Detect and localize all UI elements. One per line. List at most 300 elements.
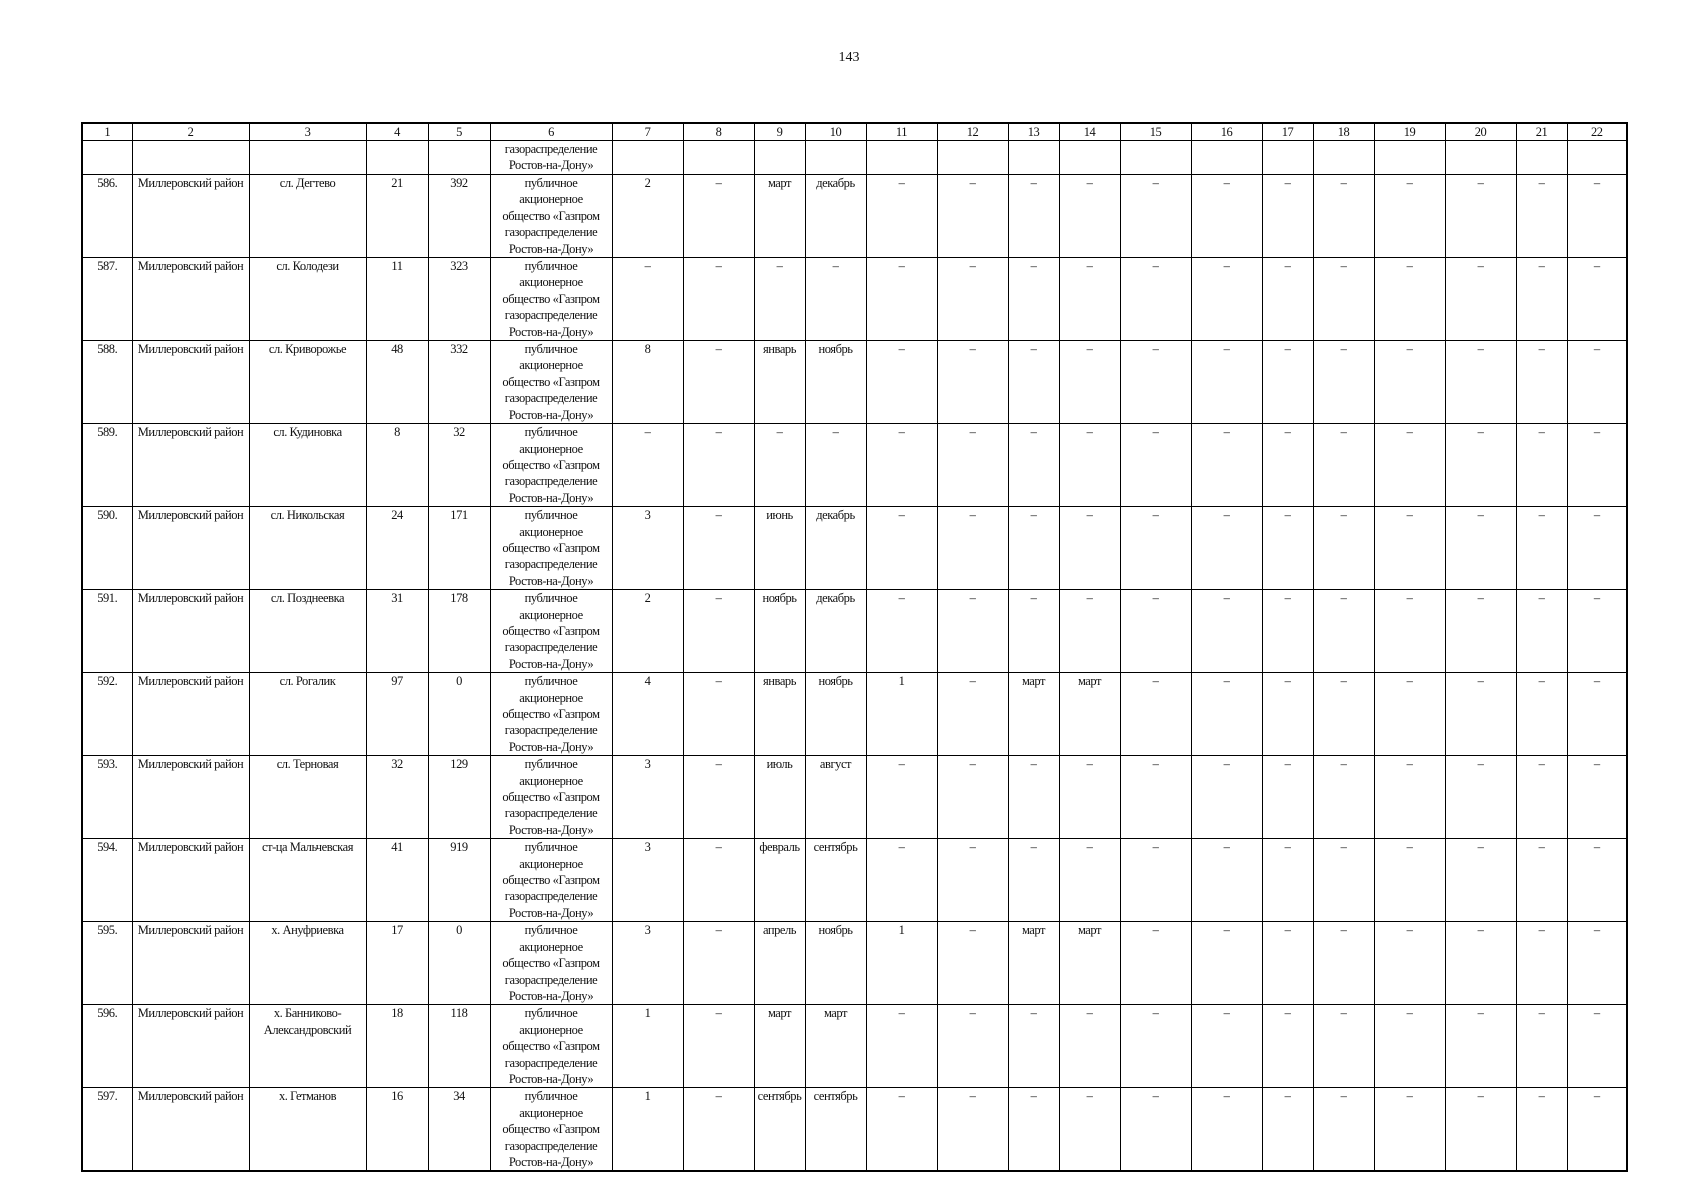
- cell-col-15: –: [1120, 1005, 1191, 1088]
- district-cell: Миллеровский район: [132, 341, 249, 424]
- cell-col-10: [805, 141, 866, 175]
- cell-col-21: –: [1516, 341, 1567, 424]
- org-line: акционерное: [519, 275, 583, 290]
- org-cell: [490, 175, 612, 258]
- cell-col-12: –: [937, 341, 1008, 424]
- cell-col-7: –: [612, 424, 683, 507]
- cell-col-21: –: [1516, 424, 1567, 507]
- cell-col-20: –: [1445, 507, 1516, 590]
- cell-col-17: –: [1262, 341, 1313, 424]
- cell-col-9: апрель: [754, 922, 805, 1005]
- district-cell: Миллеровский район: [132, 673, 249, 756]
- cell-col-8: –: [683, 839, 754, 922]
- cell-col-5: 332: [428, 341, 490, 424]
- district-cell: Миллеровский район: [132, 1088, 249, 1172]
- org-line: акционерное: [519, 939, 583, 954]
- row-number: 594.: [82, 839, 132, 922]
- cell-col-11: –: [866, 341, 937, 424]
- table-row: [82, 341, 1627, 424]
- cell-col-20: –: [1445, 258, 1516, 341]
- cell-col-12: –: [937, 258, 1008, 341]
- cell-col-9: –: [754, 258, 805, 341]
- cell-col-16: –: [1191, 424, 1262, 507]
- cell-col-15: –: [1120, 839, 1191, 922]
- table-row: [82, 175, 1627, 258]
- cell-col-13: –: [1008, 756, 1059, 839]
- settlement-cell: сл. Колодези: [249, 258, 366, 341]
- column-number-header: 6: [490, 123, 612, 141]
- cell-col-10: сентябрь: [805, 839, 866, 922]
- org-cell: [490, 756, 612, 839]
- org-line: общество «Газпром: [502, 1039, 600, 1054]
- cell-col-4: 31: [366, 590, 428, 673]
- cell-col-15: –: [1120, 175, 1191, 258]
- column-number-header: 7: [612, 123, 683, 141]
- cell-col-8: –: [683, 341, 754, 424]
- cell-col-12: –: [937, 590, 1008, 673]
- column-number-header: 18: [1313, 123, 1374, 141]
- cell-col-7: –: [612, 258, 683, 341]
- cell-col-22: –: [1567, 175, 1627, 258]
- column-number-row: [82, 123, 1627, 141]
- column-number-header: 19: [1374, 123, 1445, 141]
- table-row: [82, 1088, 1627, 1172]
- cell-col-11: –: [866, 590, 937, 673]
- org-line: общество «Газпром: [502, 374, 600, 389]
- cell-col-16: –: [1191, 1088, 1262, 1172]
- cell-col-9: январь: [754, 673, 805, 756]
- row-number: 590.: [82, 507, 132, 590]
- data-table: [81, 122, 1628, 1172]
- org-cell: [490, 590, 612, 673]
- cell-col-8: –: [683, 922, 754, 1005]
- cell-col-16: –: [1191, 922, 1262, 1005]
- cell-col-19: –: [1374, 175, 1445, 258]
- cell-col-19: –: [1374, 756, 1445, 839]
- org-line: акционерное: [519, 441, 583, 456]
- cell-col-9: июнь: [754, 507, 805, 590]
- cell-col-14: –: [1059, 756, 1120, 839]
- table-row: [82, 756, 1627, 839]
- cell-col-18: –: [1313, 590, 1374, 673]
- row-number: 591.: [82, 590, 132, 673]
- cell-col-21: –: [1516, 839, 1567, 922]
- cell-col-12: –: [937, 922, 1008, 1005]
- cell-col-1: [82, 141, 132, 175]
- cell-col-9: март: [754, 175, 805, 258]
- table-row: [82, 507, 1627, 590]
- org-line: газораспределение: [504, 557, 598, 572]
- cell-col-15: –: [1120, 590, 1191, 673]
- district-cell: Миллеровский район: [132, 590, 249, 673]
- district-cell: Миллеровский район: [132, 922, 249, 1005]
- cell-col-11: –: [866, 756, 937, 839]
- cell-col-13: март: [1008, 922, 1059, 1005]
- row-number: 587.: [82, 258, 132, 341]
- org-line: общество «Газпром: [502, 291, 600, 306]
- org-line: газораспределение: [504, 308, 598, 323]
- org-line: газораспределение: [504, 972, 598, 987]
- column-number-header: 5: [428, 123, 490, 141]
- row-number: 593.: [82, 756, 132, 839]
- cell-col-4: [366, 141, 428, 175]
- cell-col-22: –: [1567, 590, 1627, 673]
- org-line: газораспределение: [504, 474, 598, 489]
- cell-col-20: –: [1445, 756, 1516, 839]
- org-line: публичное: [524, 923, 578, 938]
- cell-col-4: 11: [366, 258, 428, 341]
- cell-col-21: –: [1516, 1005, 1567, 1088]
- cell-col-9: сентябрь: [754, 1088, 805, 1172]
- cell-col-12: –: [937, 1088, 1008, 1172]
- cell-col-5: 919: [428, 839, 490, 922]
- cell-col-22: –: [1567, 922, 1627, 1005]
- cell-col-20: –: [1445, 341, 1516, 424]
- cell-col-22: –: [1567, 424, 1627, 507]
- cell-col-4: 16: [366, 1088, 428, 1172]
- org-line: публичное: [524, 508, 578, 523]
- page-number: 143: [838, 50, 860, 65]
- cell-col-15: –: [1120, 507, 1191, 590]
- org-line: акционерное: [519, 192, 583, 207]
- org-cell: [490, 341, 612, 424]
- cell-col-13: –: [1008, 1088, 1059, 1172]
- cell-col-18: –: [1313, 756, 1374, 839]
- table-row: [82, 424, 1627, 507]
- cell-col-22: –: [1567, 258, 1627, 341]
- cell-col-16: –: [1191, 673, 1262, 756]
- cell-col-4: 8: [366, 424, 428, 507]
- cell-col-17: –: [1262, 839, 1313, 922]
- org-line: газораспределение: [504, 889, 598, 904]
- org-line: публичное: [524, 176, 578, 190]
- cell-col-11: [866, 141, 937, 175]
- row-number: 596.: [82, 1005, 132, 1088]
- cell-col-21: –: [1516, 1088, 1567, 1172]
- cell-col-7: [612, 141, 683, 175]
- cell-col-19: –: [1374, 258, 1445, 341]
- org-cell: [490, 1088, 612, 1172]
- cell-col-19: –: [1374, 1088, 1445, 1172]
- cell-col-5: 0: [428, 673, 490, 756]
- cell-col-5: 118: [428, 1005, 490, 1088]
- cell-col-13: –: [1008, 590, 1059, 673]
- cell-col-22: [1567, 141, 1627, 175]
- cell-col-12: –: [937, 756, 1008, 839]
- cell-col-17: –: [1262, 258, 1313, 341]
- org-line: Ростов-на-Дону»: [508, 573, 594, 588]
- org-line: Ростов-на-Дону»: [508, 324, 594, 339]
- cell-col-19: [1374, 141, 1445, 175]
- cell-col-21: –: [1516, 175, 1567, 258]
- cell-col-13: –: [1008, 341, 1059, 424]
- cell-col-10: –: [805, 258, 866, 341]
- cell-col-20: –: [1445, 673, 1516, 756]
- table-row: [82, 258, 1627, 341]
- cell-col-4: 21: [366, 175, 428, 258]
- cell-col-7: 3: [612, 922, 683, 1005]
- cell-col-5: 0: [428, 922, 490, 1005]
- cell-col-14: –: [1059, 341, 1120, 424]
- org-line: газораспределение: [504, 142, 598, 156]
- district-cell: Миллеровский район: [132, 507, 249, 590]
- cell-col-22: –: [1567, 507, 1627, 590]
- cell-col-8: [683, 141, 754, 175]
- org-line: общество «Газпром: [502, 707, 600, 721]
- org-line: Ростов-на-Дону»: [508, 656, 594, 671]
- cell-col-5: 32: [428, 424, 490, 507]
- cell-col-15: –: [1120, 922, 1191, 1005]
- org-line: публичное: [524, 757, 578, 772]
- continuation-row: [82, 141, 1627, 175]
- cell-col-17: –: [1262, 507, 1313, 590]
- cell-col-7: 8: [612, 341, 683, 424]
- district-cell: Миллеровский район: [132, 839, 249, 922]
- cell-col-17: –: [1262, 922, 1313, 1005]
- cell-col-7: 1: [612, 1005, 683, 1088]
- cell-col-12: –: [937, 839, 1008, 922]
- cell-col-19: –: [1374, 424, 1445, 507]
- column-number-header: 9: [754, 123, 805, 141]
- cell-col-21: –: [1516, 258, 1567, 341]
- cell-col-11: –: [866, 258, 937, 341]
- cell-col-11: –: [866, 507, 937, 590]
- cell-col-19: –: [1374, 839, 1445, 922]
- cell-col-17: [1262, 141, 1313, 175]
- cell-col-11: –: [866, 839, 937, 922]
- cell-col-4: 18: [366, 1005, 428, 1088]
- table-row: [82, 922, 1627, 1005]
- cell-col-21: –: [1516, 673, 1567, 756]
- cell-col-16: –: [1191, 756, 1262, 839]
- cell-col-14: –: [1059, 1088, 1120, 1172]
- cell-col-14: –: [1059, 258, 1120, 341]
- cell-col-9: март: [754, 1005, 805, 1088]
- org-line: газораспределение: [504, 640, 598, 655]
- cell-col-22: –: [1567, 839, 1627, 922]
- cell-col-10: декабрь: [805, 175, 866, 258]
- cell-col-18: –: [1313, 424, 1374, 507]
- column-number-header: 15: [1120, 123, 1191, 141]
- cell-col-14: –: [1059, 507, 1120, 590]
- cell-col-11: 1: [866, 673, 937, 756]
- cell-col-14: март: [1059, 673, 1120, 756]
- cell-col-13: –: [1008, 175, 1059, 258]
- cell-col-4: 24: [366, 507, 428, 590]
- cell-col-17: –: [1262, 756, 1313, 839]
- org-line: Ростов-на-Дону»: [508, 905, 594, 920]
- cell-col-14: март: [1059, 922, 1120, 1005]
- cell-col-5: 392: [428, 175, 490, 258]
- cell-col-22: –: [1567, 673, 1627, 756]
- settlement-cell: сл. Дегтево: [249, 175, 366, 258]
- org-line: акционерное: [519, 524, 583, 539]
- org-line: акционерное: [519, 1022, 583, 1037]
- org-line: Ростов-на-Дону»: [508, 490, 594, 505]
- org-line: газораспределение: [504, 723, 598, 738]
- org-line: публичное: [524, 1006, 578, 1021]
- org-line: Ростов-на-Дону»: [508, 988, 594, 1003]
- cell-col-8: –: [683, 424, 754, 507]
- org-line: Ростов-на-Дону»: [508, 1154, 594, 1169]
- cell-col-9: –: [754, 424, 805, 507]
- cell-col-15: –: [1120, 424, 1191, 507]
- district-cell: Миллеровский район: [132, 1005, 249, 1088]
- column-number-header: 8: [683, 123, 754, 141]
- org-line: общество «Газпром: [502, 457, 600, 472]
- cell-col-15: –: [1120, 756, 1191, 839]
- cell-col-10: декабрь: [805, 507, 866, 590]
- cell-col-10: август: [805, 756, 866, 839]
- cell-col-20: –: [1445, 1088, 1516, 1172]
- cell-col-18: –: [1313, 839, 1374, 922]
- cell-col-5: 34: [428, 1088, 490, 1172]
- cell-col-8: –: [683, 590, 754, 673]
- org-line: акционерное: [519, 856, 583, 871]
- cell-col-19: –: [1374, 341, 1445, 424]
- cell-col-20: –: [1445, 424, 1516, 507]
- cell-col-19: –: [1374, 922, 1445, 1005]
- cell-col-22: –: [1567, 341, 1627, 424]
- cell-col-13: [1008, 141, 1059, 175]
- cell-col-5: 178: [428, 590, 490, 673]
- cell-col-22: –: [1567, 1088, 1627, 1172]
- cell-col-10: март: [805, 1005, 866, 1088]
- org-line: Ростов-на-Дону»: [508, 739, 594, 754]
- cell-col-13: –: [1008, 839, 1059, 922]
- cell-col-22: –: [1567, 756, 1627, 839]
- cell-col-18: –: [1313, 922, 1374, 1005]
- table-row: [82, 1005, 1627, 1088]
- table-row: [82, 839, 1627, 922]
- column-number-header: 3: [249, 123, 366, 141]
- cell-col-19: –: [1374, 1005, 1445, 1088]
- cell-col-9: февраль: [754, 839, 805, 922]
- cell-col-10: декабрь: [805, 590, 866, 673]
- district-cell: Миллеровский район: [132, 258, 249, 341]
- org-line: публичное: [524, 425, 578, 440]
- cell-col-14: –: [1059, 1005, 1120, 1088]
- cell-col-16: –: [1191, 590, 1262, 673]
- cell-col-20: –: [1445, 922, 1516, 1005]
- column-number-header: 17: [1262, 123, 1313, 141]
- cell-col-7: 3: [612, 507, 683, 590]
- org-line: публичное: [524, 674, 578, 689]
- row-number: 589.: [82, 424, 132, 507]
- cell-col-4: 41: [366, 839, 428, 922]
- cell-col-4: 17: [366, 922, 428, 1005]
- cell-col-5: 129: [428, 756, 490, 839]
- settlement-cell: сл. Никольская: [249, 507, 366, 590]
- org-line: общество «Газпром: [502, 1122, 600, 1137]
- cell-col-11: –: [866, 1088, 937, 1172]
- cell-col-20: –: [1445, 590, 1516, 673]
- settlement-cell: х. Гетманов: [249, 1088, 366, 1172]
- row-number: 592.: [82, 673, 132, 756]
- cell-col-19: –: [1374, 507, 1445, 590]
- cell-col-13: –: [1008, 1005, 1059, 1088]
- org-cell: [490, 424, 612, 507]
- settlement-cell: сл. Рогалик: [249, 673, 366, 756]
- cell-col-10: сентябрь: [805, 1088, 866, 1172]
- cell-col-7: 2: [612, 590, 683, 673]
- cell-col-18: –: [1313, 673, 1374, 756]
- org-line: общество «Газпром: [502, 956, 600, 971]
- cell-col-14: –: [1059, 839, 1120, 922]
- org-cell: [490, 839, 612, 922]
- column-number-header: 4: [366, 123, 428, 141]
- cell-col-9: январь: [754, 341, 805, 424]
- cell-col-8: –: [683, 507, 754, 590]
- cell-col-15: –: [1120, 258, 1191, 341]
- org-line: акционерное: [519, 358, 583, 373]
- table-row: [82, 590, 1627, 673]
- org-line: Ростов-на-Дону»: [508, 822, 594, 837]
- cell-col-4: 32: [366, 756, 428, 839]
- cell-col-21: –: [1516, 590, 1567, 673]
- cell-col-19: –: [1374, 673, 1445, 756]
- cell-col-7: 3: [612, 756, 683, 839]
- cell-col-17: –: [1262, 424, 1313, 507]
- district-cell: Миллеровский район: [132, 175, 249, 258]
- column-number-header: 21: [1516, 123, 1567, 141]
- org-line: Ростов-на-Дону»: [508, 407, 594, 422]
- cell-col-13: –: [1008, 258, 1059, 341]
- cell-col-14: [1059, 141, 1120, 175]
- cell-col-16: –: [1191, 507, 1262, 590]
- cell-col-8: –: [683, 756, 754, 839]
- cell-col-16: –: [1191, 839, 1262, 922]
- cell-col-5: [428, 141, 490, 175]
- cell-col-14: –: [1059, 175, 1120, 258]
- cell-col-17: –: [1262, 590, 1313, 673]
- cell-col-20: –: [1445, 1005, 1516, 1088]
- row-number: 588.: [82, 341, 132, 424]
- org-line: общество «Газпром: [502, 873, 600, 888]
- cell-col-2: [132, 141, 249, 175]
- cell-col-20: [1445, 141, 1516, 175]
- cell-col-7: 4: [612, 673, 683, 756]
- org-line: Ростов-на-Дону»: [508, 1071, 594, 1086]
- cell-col-14: –: [1059, 424, 1120, 507]
- settlement-cell: сл. Криворожье: [249, 341, 366, 424]
- cell-col-14: –: [1059, 590, 1120, 673]
- cell-col-16: [1191, 141, 1262, 175]
- settlement-cell: сл. Позднеевка: [249, 590, 366, 673]
- cell-col-10: –: [805, 424, 866, 507]
- org-line: публичное: [524, 840, 578, 855]
- cell-col-18: –: [1313, 507, 1374, 590]
- column-number-header: 11: [866, 123, 937, 141]
- cell-col-12: –: [937, 175, 1008, 258]
- cell-col-12: –: [937, 1005, 1008, 1088]
- cell-col-5: 323: [428, 258, 490, 341]
- org-line: Ростов-на-Дону»: [508, 241, 594, 256]
- org-line: общество «Газпром: [502, 208, 600, 223]
- cell-col-18: –: [1313, 175, 1374, 258]
- cell-col-16: –: [1191, 175, 1262, 258]
- settlement-cell: ст-ца Мальчевская: [249, 839, 366, 922]
- settlement-cell: сл. Терновая: [249, 756, 366, 839]
- row-number: 597.: [82, 1088, 132, 1172]
- table-row: [82, 673, 1627, 756]
- cell-col-12: –: [937, 424, 1008, 507]
- cell-col-21: –: [1516, 922, 1567, 1005]
- cell-col-8: –: [683, 1005, 754, 1088]
- row-number: 595.: [82, 922, 132, 1005]
- cell-col-18: [1313, 141, 1374, 175]
- cell-col-11: –: [866, 1005, 937, 1088]
